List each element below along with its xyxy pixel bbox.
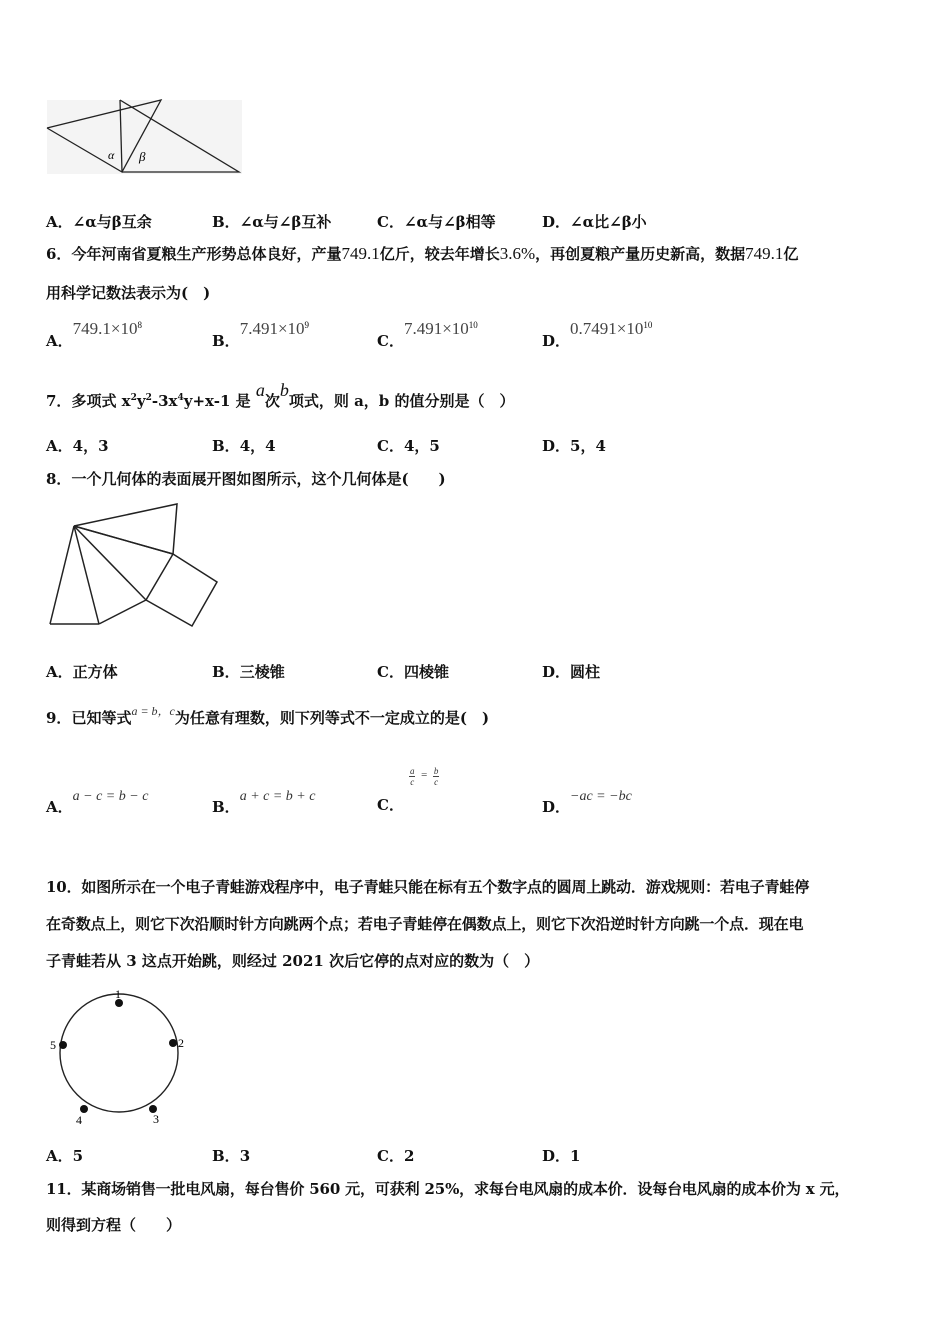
q5-option-c[interactable]: C．∠α与∠β相等 — [377, 213, 496, 231]
q10-option-b[interactable]: B．3 — [212, 1147, 251, 1165]
q8-net-figure — [46, 500, 226, 630]
q9-stem: 9．已知等式$^{a = b,c}$为任意有理数，则下列等式不一定成立的是( ) — [46, 704, 490, 727]
q7-option-c[interactable]: C．4，5 — [377, 437, 440, 455]
q6-stem-line1: 6．今年河南省夏粮生产形势总体良好，产量749.1亿斤，较去年增长3.6%，再创夏粮产量历史新高，数据749.1亿 — [46, 244, 799, 263]
q10-point-4: 4 — [76, 1113, 82, 1127]
q6-option-c[interactable]: C．$7.491\times 10^{10}$ — [377, 319, 478, 350]
q10-circle-figure — [46, 985, 196, 1130]
q11-stem-line2: 则得到方程（ ） — [46, 1216, 182, 1234]
q9-option-a[interactable]: A．a − c = b − c — [46, 789, 149, 816]
q8-stem: 8．一个几何体的表面展开图如图所示，这个几何体是( ) — [46, 470, 446, 488]
q7-option-b[interactable]: B．4，4 — [212, 437, 276, 455]
q5-angle-figure — [44, 97, 244, 177]
q11-stem-line1: 11．某商场销售一批电风扇，每台售价 560 元，可获利 25%，求每台电风扇的成本价．设每台电风扇的成本价为 x 元， — [46, 1180, 850, 1198]
q10-point-2: 2 — [178, 1036, 184, 1050]
q10-point-1: 1 — [115, 987, 121, 1001]
q6-option-b[interactable]: B．$7.491\times 10^9$ — [212, 319, 310, 350]
q10-stem-line1: 10．如图所示在一个电子青蛙游戏程序中，电子青蛙只能在标有五个数字点的圆周上跳动．游戏规则：若电子青蛙停 — [46, 878, 810, 896]
q7-option-a[interactable]: A．4，3 — [46, 437, 109, 455]
q9-option-d[interactable]: D．−ac = −bc — [542, 789, 632, 816]
q5-option-a[interactable]: A．∠α与β互余 — [46, 213, 152, 231]
q8-option-a[interactable]: A．正方体 — [46, 663, 118, 681]
q10-stem-line2: 在奇数点上，则它下次沿顺时针方向跳两个点；若电子青蛙停在偶数点上，则它下次沿逆时针方向跳一个点．现在电 — [46, 915, 804, 933]
q5-option-b[interactable]: B．∠α与∠β互补 — [212, 213, 332, 231]
q8-option-b[interactable]: B．三棱锥 — [212, 663, 285, 681]
q9-option-c[interactable]: C． $\frac{a}{c} ^= \frac{b}{c}$ — [377, 766, 439, 814]
q5-label-alpha: α — [108, 148, 115, 162]
q7-option-d[interactable]: D．5，4 — [542, 437, 606, 455]
q5-label-beta: β — [139, 149, 146, 164]
q9-option-b[interactable]: B．a + c = b + c — [212, 789, 316, 816]
q10-option-d[interactable]: D．1 — [542, 1147, 581, 1165]
q10-point-3: 3 — [153, 1112, 159, 1126]
q7-stem: 7．多项式 $x^2y^2-3x^4y+x-1$ 是 a次b项式，则 a，b 的值分别是（ ） — [46, 380, 515, 410]
q6-option-a[interactable]: A．$749.1\times 10^8$ — [46, 319, 142, 350]
q10-option-c[interactable]: C．2 — [377, 1147, 415, 1165]
q10-option-a[interactable]: A．5 — [46, 1147, 84, 1165]
q6-stem-line2: 用科学记数法表示为( ) — [46, 284, 211, 302]
q8-option-d[interactable]: D．圆柱 — [542, 663, 601, 681]
q5-option-d[interactable]: D．∠α比∠β小 — [542, 213, 647, 231]
q8-option-c[interactable]: C．四棱锥 — [377, 663, 449, 681]
q10-point-5: 5 — [50, 1038, 56, 1052]
q10-stem-line3: 子青蛙若从 3 这点开始跳，则经过 2021 次后它停的点对应的数为（ ） — [46, 952, 540, 970]
q6-option-d[interactable]: D．$0.7491\times 10^{10}$ — [542, 319, 653, 350]
